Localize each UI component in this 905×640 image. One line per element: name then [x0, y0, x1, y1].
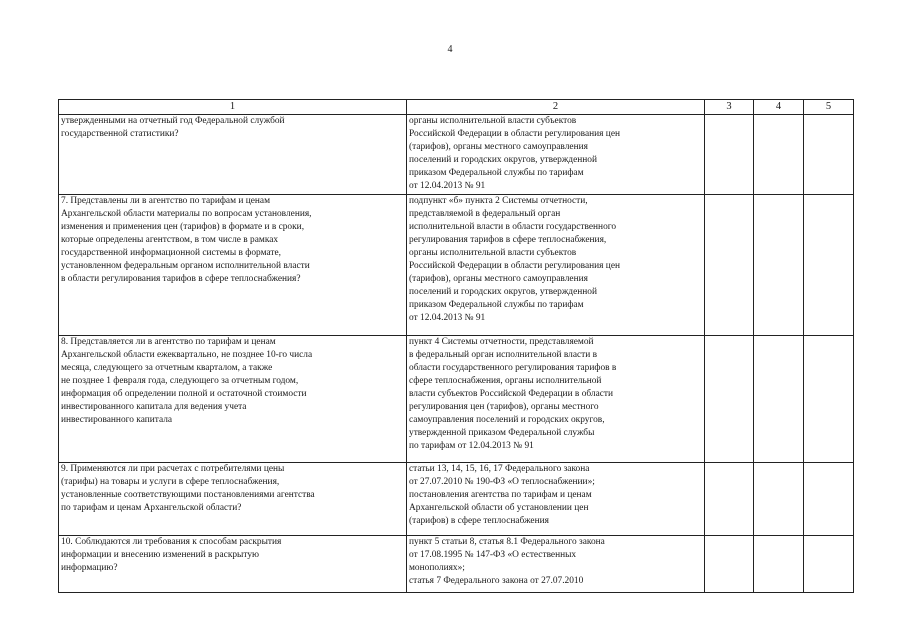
table-row [59, 335, 854, 462]
answer-cell-3 [705, 115, 754, 195]
answer-cell-4 [754, 462, 804, 535]
legal-basis-cell [407, 194, 705, 335]
question-cell [59, 335, 407, 462]
question-cell [59, 462, 407, 535]
table-row [59, 462, 854, 535]
answer-cell-5 [804, 335, 854, 462]
legal-basis-cell [407, 115, 705, 195]
header-row [59, 100, 854, 115]
question-text: 7. Представлены ли в агентство по тарифам и ценам Архангельской области материалы по вопросам установления, изменения и применения цен (тарифов) в формате и в сроки, которые определены агентством, в том числе в рамках государственной информационной системы в формате, установленном федеральным органом исполнительной власти в области регулирования тарифов в сфере теплоснабжения? [61, 195, 312, 285]
question-cell [59, 194, 407, 335]
answer-cell-4 [754, 335, 804, 462]
checklist-table [58, 99, 854, 593]
table-row [59, 535, 854, 592]
question-cell [59, 115, 407, 195]
question-text: 8. Представляется ли в агентство по тарифам и ценам Архангельской области ежеквартально, не позднее 10-го числа месяца, следующего за отчетным кварталом, а также не позднее 1 февраля года, следующего за отчетным годом, информация об определении полной и остаточной стоимости инвестированного капитала для ведения учета инвестированного капитала [61, 336, 313, 426]
legal-basis-cell [407, 335, 705, 462]
legal-basis-text: пункт 4 Системы отчетности, представляемой в федеральный орган исполнительной власти в области государственного регулирования тарифов в сфере теплоснабжения, органы исполнительной власти субъектов Российской Федерации в области регулирования цен (тарифов), органы местного самоуправления поселений и городских округов, утвержденной приказом Федеральной службы по тарифам от 12.04.2013 № 91 [409, 336, 617, 452]
answer-cell-3 [705, 335, 754, 462]
column-header-1: 1 [59, 100, 407, 115]
page-number: 4 [447, 44, 453, 55]
question-text: 9. Применяются ли при расчетах с потребителями цены (тарифы) на товары и услуги в сфере теплоснабжения, установленные соответствующими постановлениями агентства по тарифам и ценам Архангельской области? [61, 463, 315, 513]
answer-cell-4 [754, 115, 804, 195]
legal-basis-text: подпункт «б» пункта 2 Системы отчетности, представляемой в федеральный орган исполнительной власти в области государственного регулирования тарифов в сфере теплоснабжения, органы исполнительной власти субъектов Российской Федерации в области регулирования цен (тарифов), органы местного самоуправления поселений и городских округов, утвержденной приказом Федеральной службы по тарифам от 12.04.2013 № 91 [409, 195, 621, 324]
question-text: 10. Соблюдаются ли требования к способам раскрытия информации и внесению изменений в раскрытую информацию? [61, 536, 282, 573]
answer-cell-5 [804, 462, 854, 535]
table-row [59, 194, 854, 335]
answer-cell-3 [705, 194, 754, 335]
answer-cell-3 [705, 535, 754, 592]
answer-cell-4 [754, 194, 804, 335]
answer-cell-5 [804, 115, 854, 195]
answer-cell-5 [804, 535, 854, 592]
question-cell [59, 535, 407, 592]
legal-basis-cell [407, 462, 705, 535]
legal-basis-text: статьи 13, 14, 15, 16, 17 Федерального закона от 27.07.2010 № 190-ФЗ «О теплоснабжении»; постановления агентства по тарифам и ценам Архангельской области об установлении цен (тарифов) в сфере теплоснабжения [409, 463, 595, 526]
column-header-4: 4 [754, 100, 804, 115]
answer-cell-3 [705, 462, 754, 535]
column-header-2: 2 [407, 100, 705, 115]
column-header-5: 5 [804, 100, 854, 115]
legal-basis-text: органы исполнительной власти субъектов Российской Федерации в области регулирования цен (тарифов), органы местного самоуправления поселений и городских округов, утвержденной приказом Федеральной службы по тарифам от 12.04.2013 № 91 [409, 116, 621, 192]
answer-cell-5 [804, 194, 854, 335]
question-text: утвержденными на отчетный год Федеральной службой государственной статистики? [61, 116, 285, 140]
table-row [59, 115, 854, 195]
answer-cell-4 [754, 535, 804, 592]
column-header-3: 3 [705, 100, 754, 115]
legal-basis-cell [407, 535, 705, 592]
legal-basis-text: пункт 5 статьи 8, статья 8.1 Федерального закона от 17.08.1995 № 147-ФЗ «О естественных монополиях»; статья 7 Федерального закона от 27.07.2010 [409, 536, 605, 586]
